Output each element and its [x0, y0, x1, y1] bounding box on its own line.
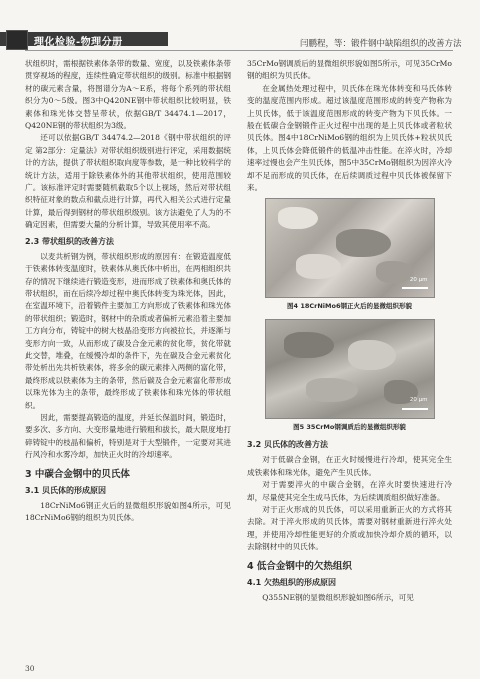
running-title: 闫鹏程，等：锻件钢中缺陷组织的改善方法	[300, 39, 462, 49]
header-divider	[25, 50, 453, 51]
grain-region	[306, 378, 358, 402]
paragraph: 还可以依据GB/T 34474.2—2018《钢中带状组织的评定 第2部分：定量法》对带状组织级别进行评定，采用数据统计的方法，提供了带状组织取向度等参数，是一种比较科学的统计方法，适用于除铁素体外的其他带状组织，使用范围较广。该标准评定时需要随机截取5个以上视场，然后对带状组织特征对象的数点和截点进行计算，再代入相关公式进行定量计算，最后得到钢材的带状组织级别。该方法避免了人为的不确定因素，但需要大量的分析计算，导致其使用率不高。	[25, 133, 231, 230]
grain-region	[284, 332, 334, 358]
page-header	[0, 0, 480, 50]
subsection-heading: 3.1 贝氏体的形成原因	[25, 485, 106, 495]
paragraph: 对于低碳合金钢，在正火时缓慢进行冷却，使其完全生成铁素体和珠光体，避免产生贝氏体。	[247, 455, 452, 477]
section-heading: 4 低合金钢中的欠热组织	[247, 560, 352, 572]
paragraph: 对于正火形成的贝氏体，可以采用重新正火的方式将其去除。对于淬火形成的贝氏体，需要对钢材重新进行淬火处理，并使用冷却性能更好的介质或加快冷却介质的循环，以去除钢材中的贝氏体。	[247, 504, 452, 552]
scale-bar	[402, 408, 428, 410]
paragraph: 35CrMo钢调质后的显微组织形貌如图5所示，可见35CrMo钢的组织为贝氏体。	[247, 59, 452, 81]
grain-region	[348, 340, 396, 370]
subsection-heading: 3.2 贝氏体的改善方法	[247, 440, 328, 450]
section-heading: 3 中碳合金钢中的贝氏体	[25, 468, 130, 480]
paragraph: 状组织时，需根据铁素体条带的数量、宽度，以及铁素体条带贯穿视场的程度，连续性确定带状组织的级别。标准中根据钢材的碳元素含量，将图谱分为A～E系，将每个系列的带状组织分为0～5级。图3中Q420NE钢中带状组织比较明显，铁素体和珠光体交替呈带状，依据GB/T 34474.1—2017，Q420NE钢的带状组织为3级。	[25, 59, 231, 131]
figure-5-micrograph	[265, 319, 435, 419]
paragraph: 18CrNiMo6钢正火后的显微组织形貌如图4所示，可见18CrNiMo6钢的组织为贝氏体。	[25, 500, 231, 522]
grain-region	[296, 254, 341, 279]
scale-label: 20 μm	[409, 397, 428, 404]
page-number: 30	[25, 664, 35, 673]
journal-logo-icon	[6, 30, 28, 50]
scale-label: 20 μm	[409, 277, 428, 284]
subsection-heading: 4.1 欠热组织的形成原因	[247, 577, 336, 587]
figure-caption: 图4 18CrNiMo6钢正火后的显微组织形貌	[287, 302, 412, 311]
paragraph: 对于需要淬火的中碳合金钢，在淬火时要快速进行冷却，尽量使其完全生成马氏体，为后续调质组织做好准备。	[247, 480, 452, 502]
figure-caption: 图5 35CrMo钢调质后的显微组织形貌	[293, 422, 406, 431]
paragraph: 以麦共析钢为例，带状组织形成的原因有：在锻造温度低于铁素体转变温度时，铁素体从奥氏体中析出，在两相组织共存的情况下继续进行锻造变形，进而形成了铁素体和奥氏体的带状组织，而在后续冷却过程中奥氏体转变为珠光体，因此，在室温环境下，沿着锻件主要加工方向形成了铁素体和珠光体的带状组织；锻造时，钢材中的杂质或者偏析元素沿着主要加工方向分布，铸锭中的树大枝晶沿变形方向被拉长，并逐渐与变形方向一致，从而形成了碳及合金元素的贫化带，贫化带就此交替，堆叠，在缓慢冷却的条件下，先在碳及合金元素贫化带处析出先共析铁素体，将多余的碳元素排入两侧的富化带，最终形成以铁素体为主的条带，然后碳及合金元素富化带形成以珠光体为主的条带，最终形成了铁素体和珠光体的带状组织。	[25, 251, 231, 410]
section-heading: 2.3 带状组织的改善方法	[25, 236, 114, 246]
right-column	[247, 58, 452, 604]
grain-region	[336, 229, 391, 257]
figure-4-micrograph	[265, 198, 435, 298]
paragraph: Q355NE钢的显微组织形貌如图6所示，可见	[262, 592, 414, 602]
paragraph: 因此，需要提高锻造的温度，并延长保温时间，锻造时，要多次、多方向、大变形量地进行锻粗和拔长，最大限度地打碎铸锭中的枝晶和偏析，特别是对于大型锻件，一定要对其进行风冷和水雾冷却，加快正火时的冷却速率。	[25, 412, 231, 460]
scale-bar	[402, 287, 428, 289]
paragraph: 在金属热处理过程中，贝氏体在珠光体转变和马氏体转变的温度范围内形成。超过该温度范围形成的转变产物称为上贝氏体，低于该温度范围形成的转变产物为下贝氏体。一般在低碳合金钢锻件正火过程中出现的是上贝氏体或者粒状贝氏体。图4中18CrNiMo6钢的组织为上贝氏体+粒状贝氏体，上贝氏体会降低锻件的低温冲击性能。在淬火时，冷却速率过慢也会产生贝氏体，图5中35CrMo钢组织为因淬火冷却不足而形成的贝氏体，在后续调质过程中贝氏体被保留下来。	[247, 83, 452, 193]
journal-logo-text: 理化检验-物理分册	[34, 37, 123, 48]
grain-region	[278, 207, 318, 229]
left-column	[25, 58, 231, 524]
grain-region	[376, 261, 414, 283]
